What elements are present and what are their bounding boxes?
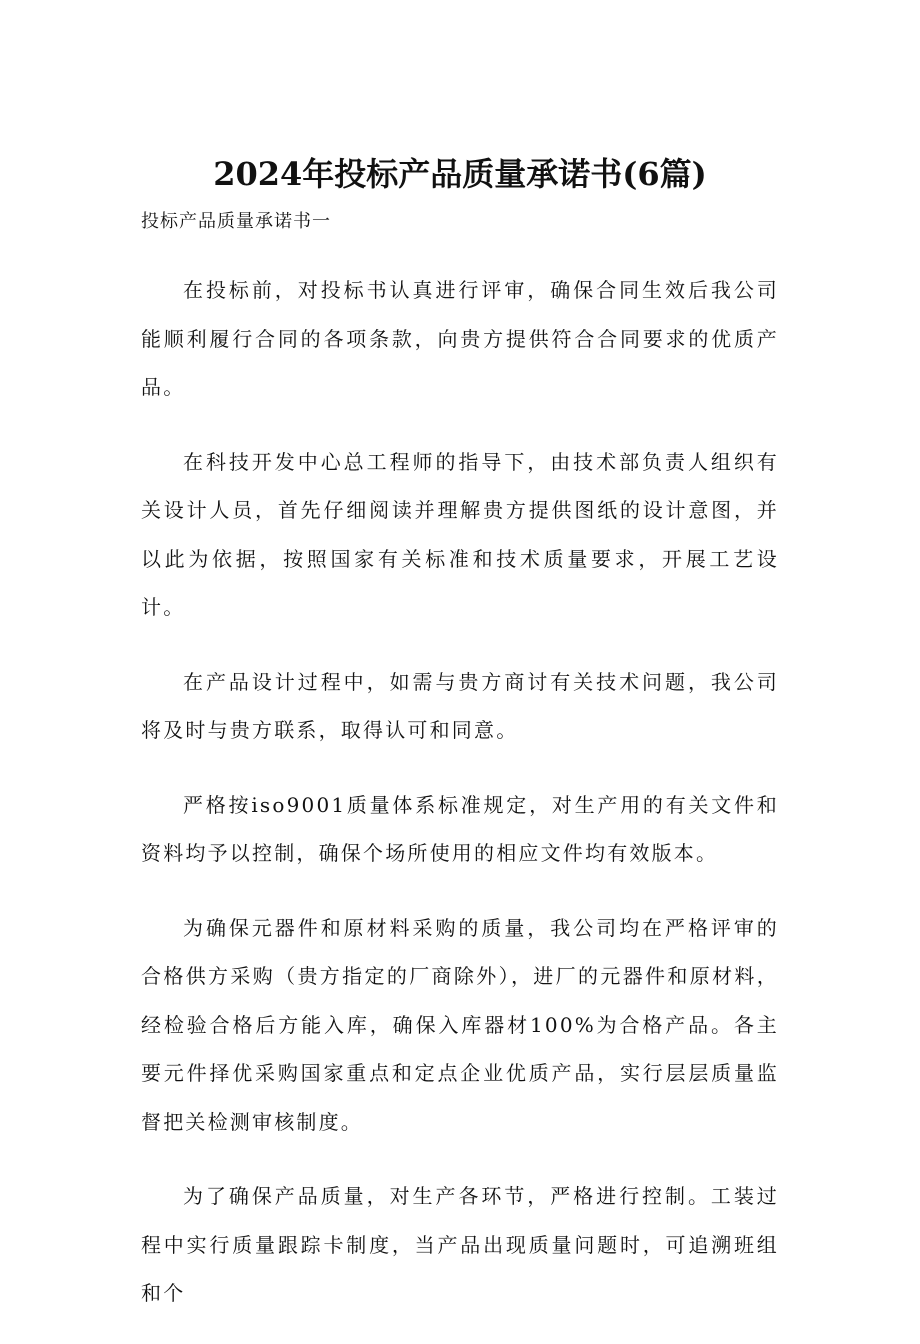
document-title: 2024年投标产品质量承诺书(6篇) bbox=[213, 155, 707, 193]
document-body bbox=[141, 266, 779, 1344]
section-heading: 投标产品质量承诺书一 bbox=[141, 211, 331, 232]
paragraph-2: 在科技开发中心总工程师的指导下，由技术部负责人组织有关设计人员，首先仔细阅读并理解贵方提供图纸的设计意图，并以此为依据，按照国家有关标准和技术质量要求，开展工艺设计。 bbox=[141, 449, 779, 619]
paragraph-5: 为确保元器件和原材料采购的质量，我公司均在严格评审的合格供方采购（贵方指定的厂商除外），进厂的元器件和原材料，经检验合格后方能入库，确保入库器材100%为合格产品。各主要元件择优采购国家重点和定点企业优质产品，实行层层质量监督把关检测审核制度。 bbox=[141, 915, 779, 1134]
paragraph-4: 严格按iso9001质量体系标准规定，对生产用的有关文件和资料均予以控制，确保个场所使用的相应文件均有效版本。 bbox=[141, 792, 779, 865]
paragraph-3: 在产品设计过程中，如需与贵方商讨有关技术问题，我公司将及时与贵方联系，取得认可和同意。 bbox=[141, 669, 779, 742]
paragraph-6: 为了确保产品质量，对生产各环节，严格进行控制。工装过程中实行质量跟踪卡制度，当产品出现质量问题时，可追溯班组和个 bbox=[141, 1184, 779, 1305]
paragraph-1: 在投标前，对投标书认真进行评审，确保合同生效后我公司能顺利履行合同的各项条款，向贵方提供符合合同要求的优质产品。 bbox=[141, 278, 779, 399]
